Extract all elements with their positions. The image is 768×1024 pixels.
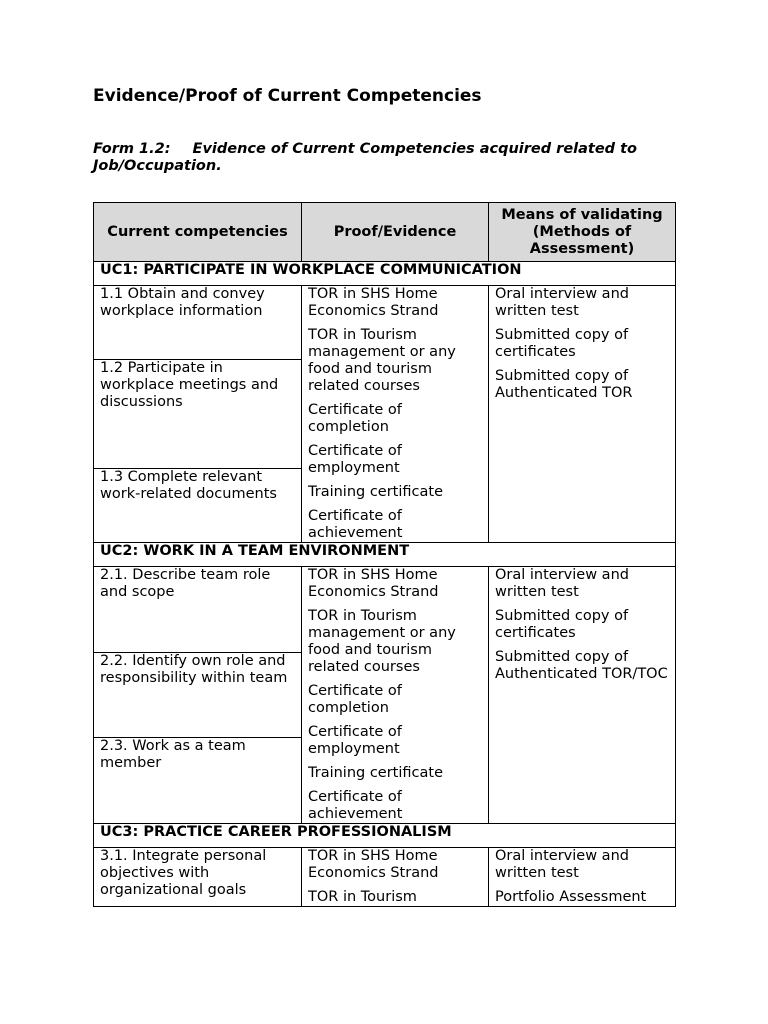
means-cell <box>489 848 676 907</box>
competency-cell: 1.3 Complete relevant work-related documents <box>94 469 302 543</box>
competency-cell: 2.1. Describe team role and scope <box>94 567 302 653</box>
means-item: Oral interview and written test <box>495 286 629 319</box>
competency-cell: 2.3. Work as a team member <box>94 738 302 824</box>
means-item: Submitted copy of certificates <box>495 608 629 641</box>
proof-cell <box>302 567 489 824</box>
proof-item: Certificate of completion <box>308 402 402 435</box>
competencies-table <box>93 202 676 907</box>
table-row <box>94 567 676 653</box>
competency-cell: 1.2 Participate in workplace meetings and discussions <box>94 359 302 469</box>
competency-cell: 1.1 Obtain and convey workplace information <box>94 286 302 360</box>
competency-cell: 2.2. Identify own role and responsibility within team <box>94 652 302 738</box>
proof-item: Training certificate <box>308 484 443 500</box>
proof-item: TOR in Tourism <box>308 889 417 905</box>
form-description: Evidence of Current Competencies acquired related to Job/Occupation. <box>93 141 637 174</box>
proof-item: Certificate of completion <box>308 683 402 716</box>
proof-item: TOR in Tourism management or any food and tourism related courses <box>308 327 456 394</box>
means-cell <box>489 567 676 824</box>
unit-title-row <box>94 543 676 567</box>
header-means-of-validating: Means of validating (Methods of Assessment) <box>489 203 676 262</box>
proof-item: Training certificate <box>308 765 443 781</box>
header-proof-evidence: Proof/Evidence <box>302 203 489 262</box>
proof-cell <box>302 286 489 543</box>
means-item: Portfolio Assessment <box>495 889 647 905</box>
unit-title: UC3: PRACTICE CAREER PROFESSIONALISM <box>94 824 676 848</box>
proof-item: TOR in Tourism management or any food and tourism related courses <box>308 608 456 675</box>
proof-item: Certificate of employment <box>308 443 402 476</box>
means-item: Submitted copy of certificates <box>495 327 629 360</box>
proof-item: Certificate of employment <box>308 724 402 757</box>
means-item: Oral interview and written test <box>495 848 629 881</box>
means-cell <box>489 286 676 543</box>
form-number: Form 1.2: <box>93 141 171 157</box>
unit-title: UC2: WORK IN A TEAM ENVIRONMENT <box>94 543 676 567</box>
proof-item: TOR in SHS Home Economics Strand <box>308 286 439 319</box>
proof-item: TOR in SHS Home Economics Strand <box>308 567 439 600</box>
proof-item: Certificate of achievement <box>308 508 403 541</box>
unit-title: UC1: PARTICIPATE IN WORKPLACE COMMUNICATION <box>94 262 676 286</box>
proof-item: Certificate of achievement <box>308 789 403 822</box>
page-title: Evidence/Proof of Current Competencies <box>93 86 482 106</box>
table-header-row <box>94 203 676 262</box>
unit-title-row <box>94 262 676 286</box>
means-item: Submitted copy of Authenticated TOR <box>495 368 633 401</box>
means-item: Oral interview and written test <box>495 567 629 600</box>
competency-cell: 3.1. Integrate personal objectives with organizational goals <box>94 848 302 907</box>
proof-item: TOR in SHS Home Economics Strand <box>308 848 439 881</box>
table-row <box>94 286 676 360</box>
proof-cell <box>302 848 489 907</box>
means-item: Submitted copy of Authenticated TOR/TOC <box>495 649 668 682</box>
header-current-competencies: Current competencies <box>94 203 302 262</box>
table-row <box>94 848 676 907</box>
form-caption <box>93 141 683 175</box>
unit-title-row <box>94 824 676 848</box>
